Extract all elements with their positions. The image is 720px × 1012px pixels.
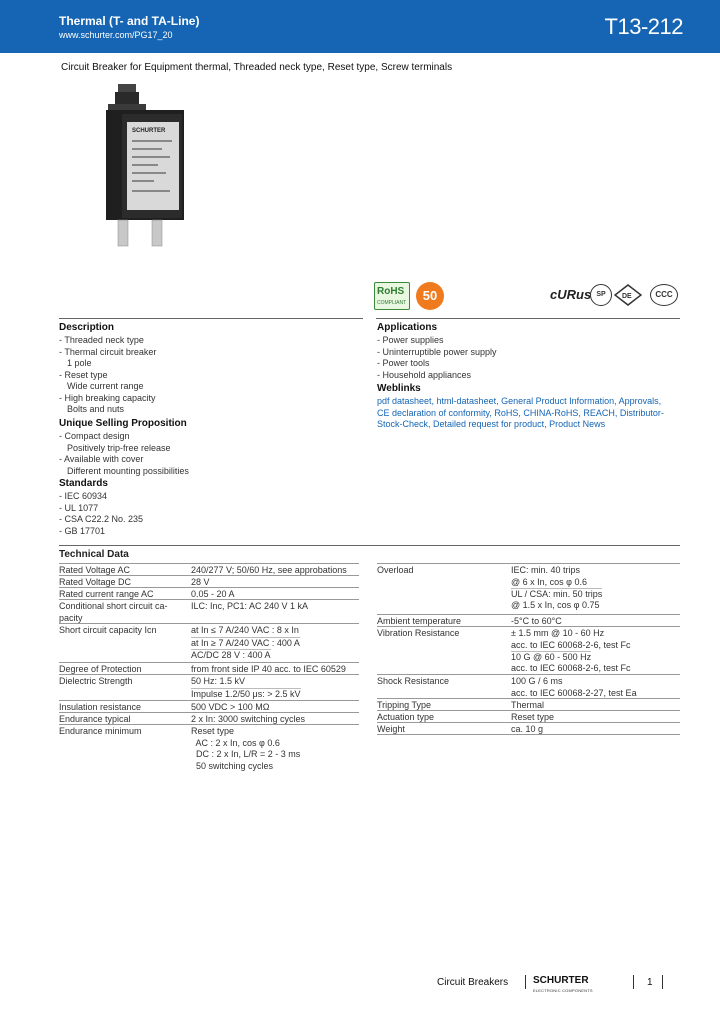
footer-brand-logo: SCHURTER [533, 975, 589, 986]
weblink-line[interactable]: pdf datasheet, html-datasheet, General Product Information, Approvals, [377, 396, 662, 406]
row-value: IEC: min. 40 trips [511, 565, 581, 575]
row-value: Thermal [511, 700, 545, 710]
list-item: - Available with cover [59, 454, 144, 464]
table-row [59, 623, 359, 659]
list-item: - Compact design [59, 431, 130, 441]
fifty-years-badge: 50 [416, 282, 444, 310]
table-row [59, 724, 359, 772]
weblinks-title: Weblinks [377, 383, 421, 394]
row-value: AC/DC 28 V : 400 A [191, 650, 271, 660]
row-label: Rated current range AC [59, 589, 154, 599]
row-value: acc. to IEC 60068-2-6, test Fc [511, 639, 631, 650]
row-value: ± 1.5 mm @ 10 - 60 Hz [511, 628, 605, 638]
list-item: - Power tools [377, 358, 430, 368]
row-label: Actuation type [377, 712, 435, 722]
row-label: Overload [377, 565, 414, 575]
row-label: Vibration Resistance [377, 628, 460, 638]
list-item: - Thermal circuit breaker [59, 346, 157, 357]
row-value: 10 G @ 60 - 500 Hz [511, 652, 592, 662]
standards-list [59, 491, 143, 537]
table-row [59, 587, 359, 599]
table-row [59, 563, 359, 575]
list-item: - Uninterruptible power supply [377, 346, 497, 357]
list-item: Bolts and nuts [67, 404, 125, 414]
divider [376, 318, 680, 319]
applications-title: Applications [377, 322, 438, 333]
ul-recognized-icon: cURus [550, 287, 592, 302]
usp-list [59, 431, 189, 477]
footer-brand-subtitle: ELECTRONIC COMPONENTS [533, 988, 593, 993]
list-item: - CSA C22.2 No. 235 [59, 514, 144, 524]
weblink-line[interactable]: Stock-Check, Detailed request for product, Product News [377, 419, 606, 429]
terminal-right [152, 220, 162, 246]
list-item: - IEC 60934 [59, 491, 108, 501]
label-line [132, 164, 158, 166]
row-label: Dielectric Strength [59, 676, 133, 686]
row-label: Rated Voltage DC [59, 577, 132, 587]
rohs-title: RoHS [377, 286, 405, 297]
list-item: - Threaded neck type [59, 335, 144, 345]
row-value: -5°C to 60°C [511, 616, 562, 626]
table-row [59, 599, 359, 623]
row-value: at In ≤ 7 A/240 VAC : 8 x In [191, 625, 299, 635]
list-item: - Power supplies [377, 335, 444, 345]
ccc-icon: CCC [650, 284, 678, 306]
row-value: 500 VDC > 100 MΩ [191, 702, 270, 712]
list-item: - GB 17701 [59, 525, 106, 536]
applications-list [377, 335, 497, 381]
rohs-subtitle: COMPLIANT [377, 300, 407, 306]
row-value: at In ≥ 7 A/240 VAC : 400 A [191, 638, 300, 648]
table-row [377, 674, 680, 698]
label-line [132, 172, 166, 174]
row-label: Endurance typical [59, 714, 131, 724]
list-item: Wide current range [67, 381, 144, 391]
row-label: Rated Voltage AC [59, 565, 131, 575]
row-value: 50 switching cycles [191, 760, 274, 771]
row-label: Ambient temperature [377, 616, 462, 626]
label-line [132, 180, 154, 182]
row-label: Degree of Protection [59, 664, 142, 674]
standards-title: Standards [59, 478, 108, 489]
list-item: 1 pole [67, 358, 92, 368]
weblinks-list [377, 396, 664, 431]
row-value: acc. to IEC 60068-2-27, test Ea [511, 687, 637, 698]
row-value: AC : 2 x In, cos φ 0.6 [191, 737, 280, 748]
row-value: ILC: Inc, PC1: AC 240 V 1 kA [191, 601, 309, 611]
table-row [377, 563, 680, 611]
row-value: Reset type [511, 712, 555, 722]
label-line [132, 156, 170, 158]
divider [59, 545, 680, 546]
row-value: DC : 2 x In, L/R = 2 - 3 ms [191, 749, 301, 759]
row-label: Insulation resistance [59, 702, 142, 712]
usp-title: Unique Selling Proposition [59, 418, 187, 429]
table-row [377, 722, 680, 735]
row-value: from front side IP 40 acc. to IEC 60529 [191, 664, 346, 674]
table-row [377, 710, 680, 722]
list-item: - High breaking capacity [59, 392, 156, 403]
neck-nut [108, 104, 146, 110]
row-value: 50 Hz: 1.5 kV [191, 676, 246, 686]
row-value: 28 V [191, 577, 210, 587]
row-value: 100 G / 6 ms [511, 676, 563, 686]
table-row [59, 674, 359, 698]
product-subtitle: Circuit Breaker for Equipment thermal, Threaded neck type, Reset type, Screw terminals [61, 62, 453, 73]
label-brand: SCHURTER [132, 128, 166, 134]
list-item: Positively trip-free release [67, 442, 171, 453]
description-list [59, 335, 156, 416]
label-line [132, 148, 162, 150]
footer-separator [525, 975, 526, 989]
csa-icon: SP [590, 284, 612, 306]
part-number: T13-212 [604, 14, 683, 39]
list-item: - Household appliances [377, 369, 472, 380]
row-value: Impulse 1.2/50 μs: > 2.5 kV [191, 689, 301, 699]
row-value: @ 1.5 x In, cos φ 0.75 [511, 599, 600, 610]
row-label: Endurance minimum [59, 726, 142, 736]
label-line [132, 190, 170, 192]
description-title: Description [59, 322, 115, 333]
row-value: Reset type [191, 726, 235, 736]
table-row [59, 575, 359, 587]
table-row [59, 712, 359, 724]
page-header [0, 0, 720, 53]
technical-data-title: Technical Data [59, 549, 129, 560]
label-line [132, 140, 172, 142]
vde-text: DE [622, 293, 632, 300]
row-label: Tripping Type [377, 700, 432, 710]
page-number: 1 [647, 977, 653, 988]
row-value: acc. to IEC 60068-2-6, test Fc [511, 662, 631, 673]
row-label: pacity [59, 612, 83, 623]
product-photo [100, 82, 200, 252]
row-label: Shock Resistance [377, 676, 450, 686]
row-value: ca. 10 g [511, 724, 544, 734]
row-value: UL / CSA: min. 50 trips [511, 589, 603, 599]
list-item: - UL 1077 [59, 502, 99, 513]
table-row [377, 698, 680, 710]
footer-section: Circuit Breakers [437, 977, 509, 988]
row-value: 0.05 - 20 A [191, 589, 235, 599]
row-label: Short circuit capacity Icn [59, 625, 157, 635]
threaded-neck [115, 92, 139, 106]
product-category: Thermal (T- and TA-Line) [59, 14, 200, 28]
list-item: Different mounting possibilities [67, 465, 189, 476]
rohs-badge [374, 282, 410, 310]
footer-separator [633, 975, 634, 989]
list-item: - Reset type [59, 369, 108, 380]
terminal-left [118, 220, 128, 246]
table-row [377, 614, 680, 626]
product-group-url[interactable]: www.schurter.com/PG17_20 [59, 30, 173, 40]
table-row [377, 626, 680, 674]
row-value: 240/277 V; 50/60 Hz, see approbations [191, 565, 347, 575]
table-row [59, 700, 359, 712]
divider [59, 318, 363, 319]
footer-separator [662, 975, 663, 989]
row-value: 2 x In: 3000 switching cycles [191, 714, 306, 724]
row-value: @ 6 x In, cos φ 0.6 [511, 576, 588, 587]
weblink-line[interactable]: CE declaration of conformity, RoHS, CHINA-RoHS, REACH, Distributor- [377, 407, 664, 418]
row-label: Weight [377, 724, 405, 734]
row-label: Conditional short circuit ca- [59, 601, 168, 611]
table-row [59, 662, 359, 674]
vde-icon [614, 284, 642, 306]
